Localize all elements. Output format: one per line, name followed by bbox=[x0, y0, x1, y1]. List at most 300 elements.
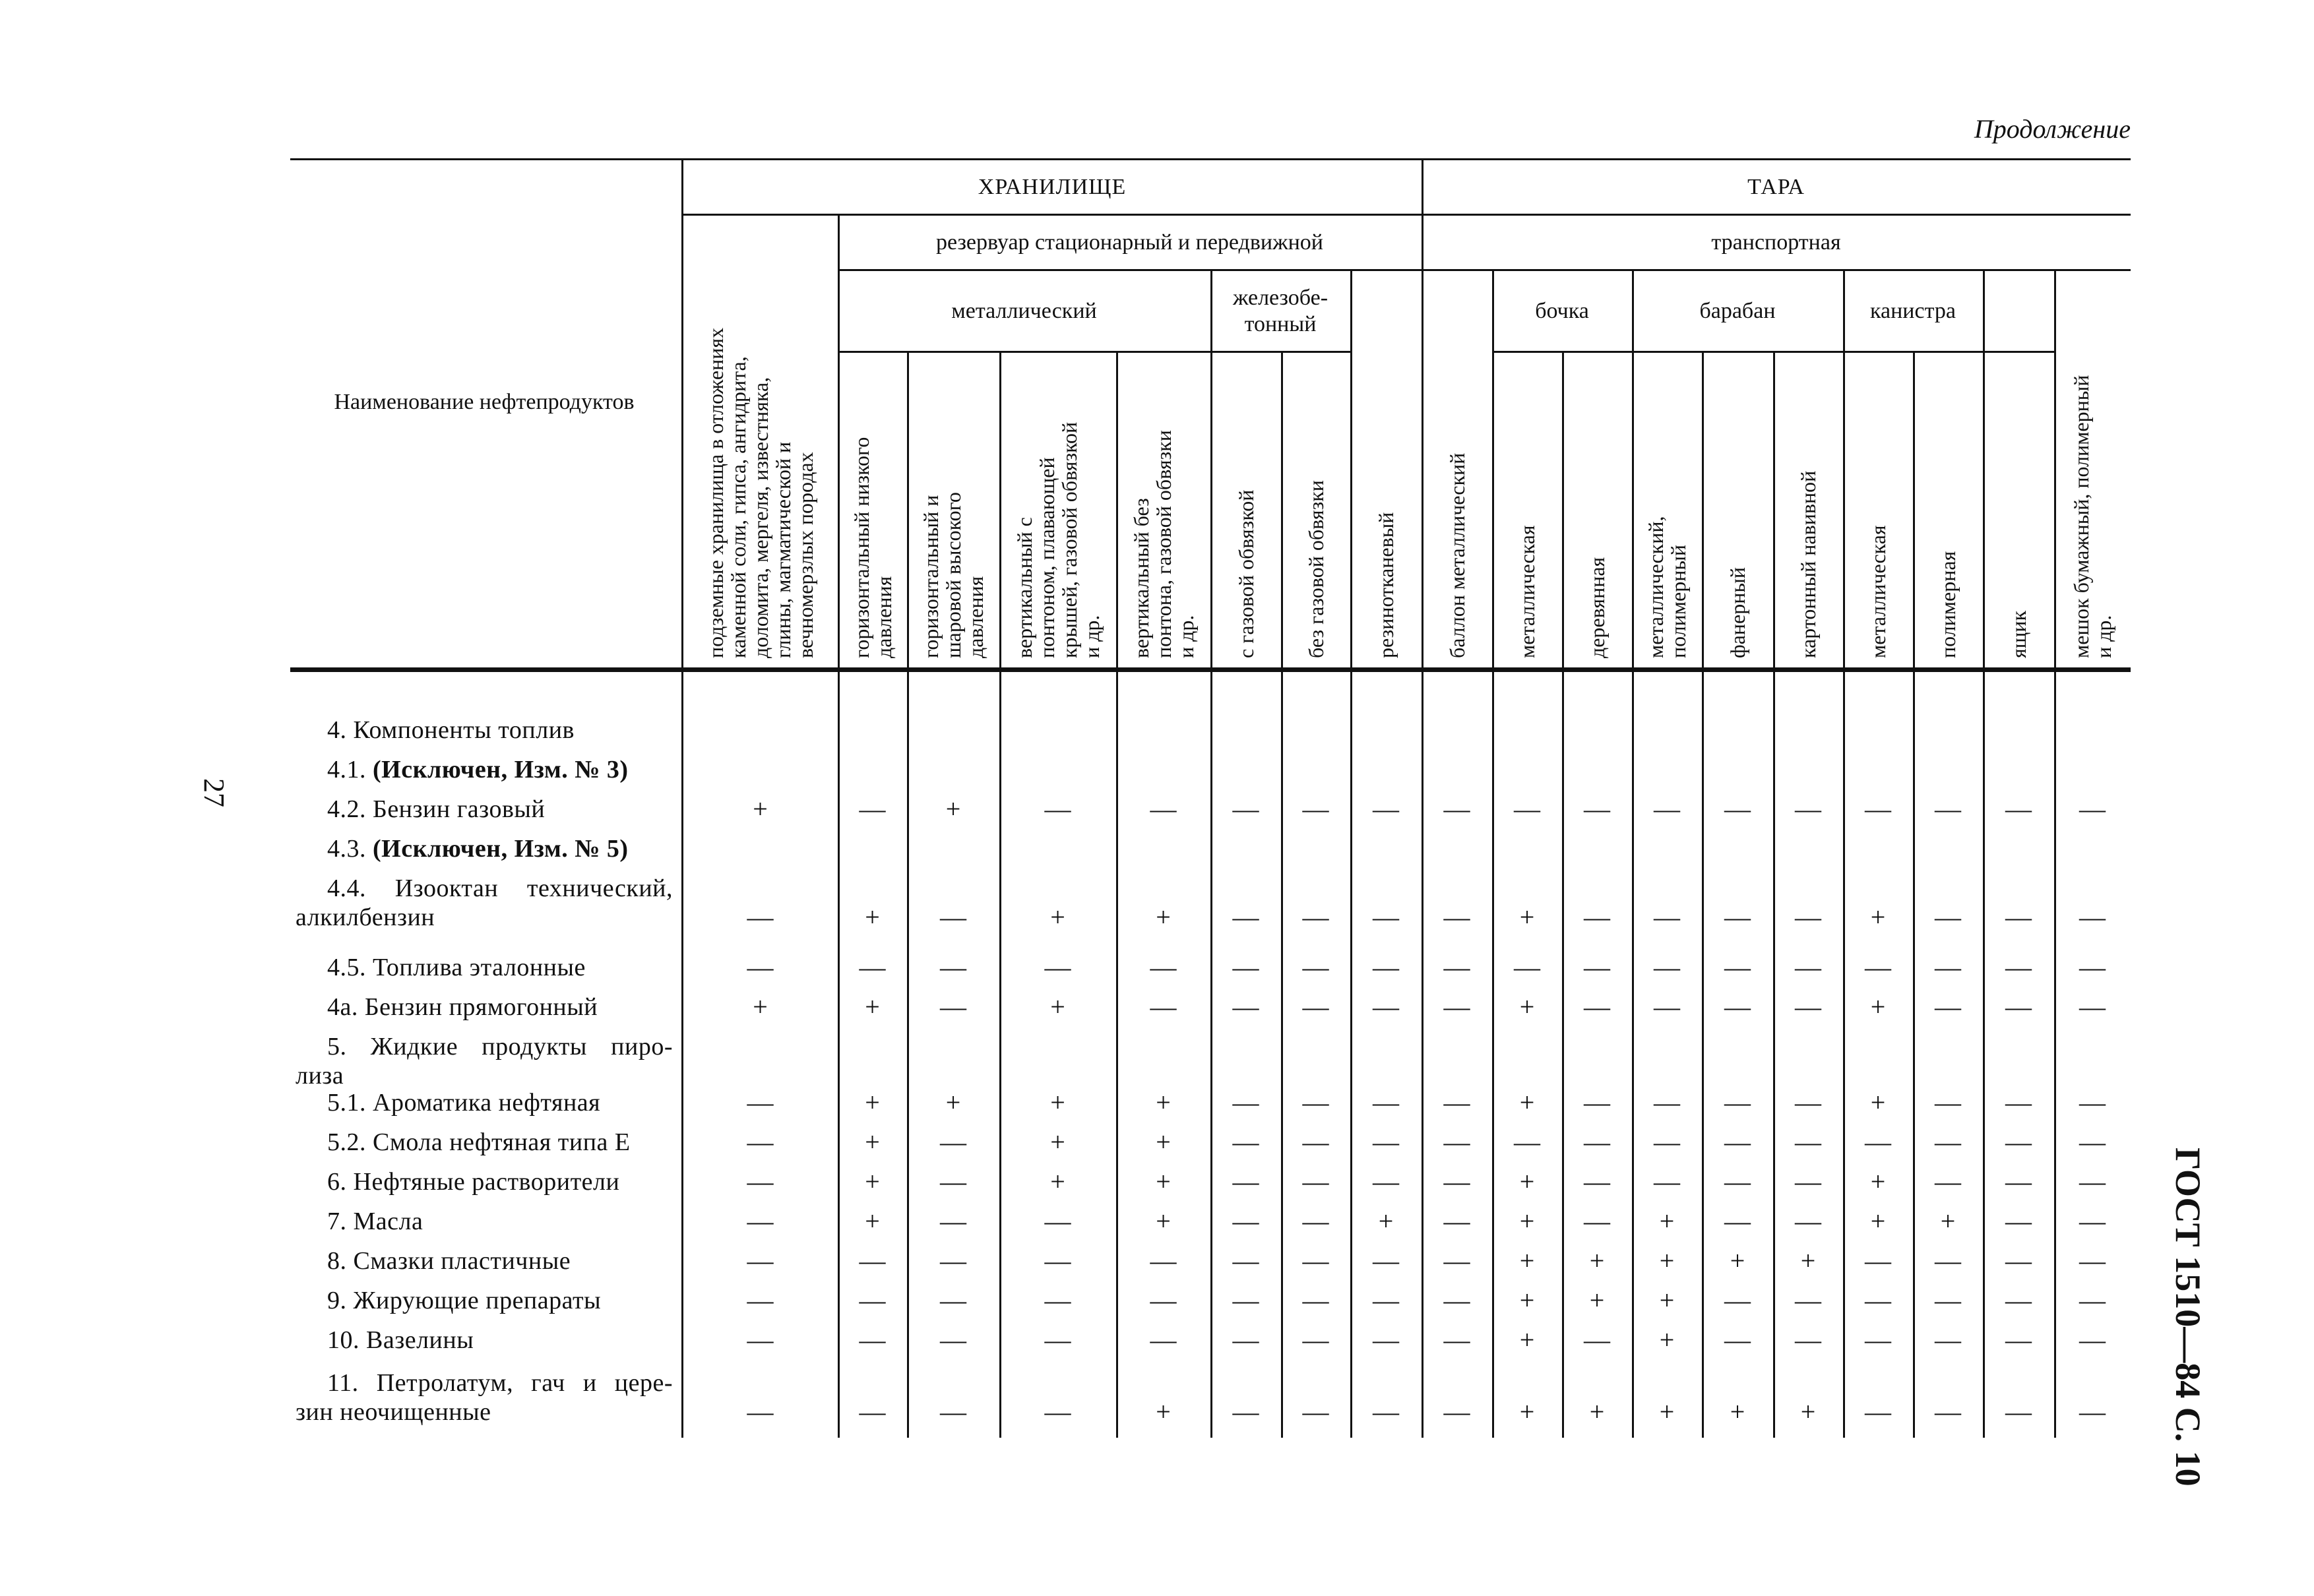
table-cell: — bbox=[1302, 1206, 1329, 1236]
row-label-line: 5.1. Ароматика нефтяная bbox=[327, 1089, 601, 1117]
table-cell: — bbox=[1795, 1167, 1821, 1196]
table-cell: — bbox=[2005, 992, 2032, 1022]
header-rule-metallic bbox=[838, 351, 1350, 353]
column-header-9: баллон металлический bbox=[1445, 452, 1469, 658]
table-cell: — bbox=[1443, 1325, 1470, 1355]
table-cell: + bbox=[865, 992, 880, 1022]
table-cell: — bbox=[1724, 992, 1751, 1022]
table-cell: — bbox=[1584, 794, 1610, 824]
table-cell: — bbox=[1302, 1167, 1329, 1196]
table-cell: — bbox=[1443, 1246, 1470, 1275]
table-cell: — bbox=[1232, 1246, 1259, 1275]
row-label bbox=[296, 874, 673, 932]
table-cell: — bbox=[1443, 1127, 1470, 1157]
table-cell: + bbox=[1589, 1246, 1605, 1275]
column-header-3: горизонтальный и шаровой высокого давления bbox=[919, 492, 987, 658]
col-separator bbox=[1702, 351, 1704, 1438]
table-cell: — bbox=[2079, 1127, 2106, 1157]
table-cell: + bbox=[753, 992, 768, 1022]
header-reservoir: резервуар стационарный и передвижной bbox=[936, 230, 1323, 255]
table-cell: — bbox=[1373, 1167, 1399, 1196]
col-separator bbox=[1492, 269, 1494, 1438]
table-cell: — bbox=[1232, 1127, 1259, 1157]
table-cell: — bbox=[1232, 1285, 1259, 1315]
table-cell: — bbox=[1044, 1206, 1071, 1236]
table-cell: — bbox=[2079, 1285, 2106, 1315]
column-header-5: вертикальный без понтона, газовой обвязки и др. bbox=[1129, 430, 1198, 658]
table-cell: — bbox=[1795, 992, 1821, 1022]
column-header-11: деревянная bbox=[1585, 557, 1609, 658]
table-cell: — bbox=[1584, 1088, 1610, 1117]
table-cell: — bbox=[940, 1325, 966, 1355]
column-header-18: мешок бумажный, полимерный и др. bbox=[2069, 375, 2115, 658]
table-cell: — bbox=[1150, 794, 1177, 824]
table-cell: — bbox=[1443, 1167, 1470, 1196]
col-separator bbox=[1983, 269, 1985, 1438]
table-cell: — bbox=[1514, 1127, 1540, 1157]
table-cell: — bbox=[1373, 952, 1399, 982]
header-drum: барабан bbox=[1699, 299, 1776, 323]
table-cell: — bbox=[1302, 1285, 1329, 1315]
table-cell: — bbox=[1232, 1167, 1259, 1196]
table-cell: — bbox=[2079, 1088, 2106, 1117]
table-cell: — bbox=[2005, 1325, 2032, 1355]
column-header-13: фанерный bbox=[1726, 567, 1749, 658]
table-cell: — bbox=[1373, 1088, 1399, 1117]
table-cell: + bbox=[1589, 1397, 1605, 1427]
table-cell: + bbox=[1659, 1206, 1675, 1236]
table-cell: — bbox=[1935, 1325, 1961, 1355]
table-cell: — bbox=[1373, 992, 1399, 1022]
table-cell: + bbox=[1156, 1088, 1171, 1117]
col-separator bbox=[1843, 269, 1845, 1438]
table-cell: — bbox=[1443, 1397, 1470, 1427]
table-cell: — bbox=[1232, 1325, 1259, 1355]
col-separator bbox=[1210, 269, 1212, 1438]
row-label bbox=[296, 795, 673, 824]
table-cell: — bbox=[747, 1285, 774, 1315]
table-cell: — bbox=[859, 1246, 886, 1275]
row-label-line: лиза bbox=[296, 1062, 344, 1090]
table-cell: — bbox=[1935, 1088, 1961, 1117]
table-cell: — bbox=[1654, 952, 1680, 982]
table-cell: — bbox=[1373, 794, 1399, 824]
table-cell: — bbox=[2005, 952, 2032, 982]
table-cell: + bbox=[1050, 1167, 1065, 1196]
table-cell: — bbox=[1865, 1285, 1891, 1315]
column-header-1: подземные хранилища в отложениях каменной соли, гипса, ангидрита, доломита, мергеля, известняка, глины, магматической и вечномерзлых породах bbox=[703, 327, 817, 658]
table-cell: — bbox=[1795, 1127, 1821, 1157]
table-cell: — bbox=[1935, 794, 1961, 824]
table-cell: — bbox=[940, 992, 966, 1022]
table-cell: — bbox=[1232, 952, 1259, 982]
table-cell: — bbox=[2005, 1397, 2032, 1427]
table-cell: — bbox=[747, 902, 774, 932]
table-cell: — bbox=[2079, 1206, 2106, 1236]
row-label bbox=[296, 755, 673, 784]
table-cell: + bbox=[1050, 1127, 1065, 1157]
table-cell: — bbox=[1302, 902, 1329, 932]
table-cell: — bbox=[940, 1167, 966, 1196]
table-cell: — bbox=[1302, 1088, 1329, 1117]
table-cell: — bbox=[1584, 1127, 1610, 1157]
table-cell: + bbox=[1659, 1325, 1675, 1355]
table-cell: — bbox=[859, 794, 886, 824]
table-cell: — bbox=[2079, 1246, 2106, 1275]
table-cell: — bbox=[1935, 1246, 1961, 1275]
table-cell: — bbox=[1302, 1325, 1329, 1355]
table-cell: — bbox=[1795, 902, 1821, 932]
table-cell: + bbox=[1870, 902, 1886, 932]
row-label-line: 4.5. Топлива эталонные bbox=[327, 954, 586, 981]
table-cell: — bbox=[1443, 794, 1470, 824]
table-cell: — bbox=[747, 1246, 774, 1275]
table-cell: — bbox=[2005, 1246, 2032, 1275]
table-cell: — bbox=[1443, 952, 1470, 982]
table-cell: + bbox=[1870, 1088, 1886, 1117]
row-label-line: алкилбензин bbox=[296, 904, 435, 931]
table-cell: — bbox=[1302, 992, 1329, 1022]
table-cell: — bbox=[1724, 952, 1751, 982]
table-cell: — bbox=[2005, 794, 2032, 824]
table-cell: + bbox=[1659, 1397, 1675, 1427]
table-cell: + bbox=[865, 1088, 880, 1117]
table-cell: — bbox=[1935, 1397, 1961, 1427]
table-cell: — bbox=[1150, 1285, 1177, 1315]
table-cell: + bbox=[1519, 1167, 1535, 1196]
table-cell: — bbox=[1373, 1285, 1399, 1315]
table-cell: — bbox=[1654, 1088, 1680, 1117]
table-cell: + bbox=[1519, 1088, 1535, 1117]
table-cell: + bbox=[1156, 1127, 1171, 1157]
table-cell: — bbox=[1443, 1285, 1470, 1315]
col-separator bbox=[1422, 158, 1423, 1438]
table-cell: — bbox=[940, 1397, 966, 1427]
row-label-line: 4.2. Бензин газовый bbox=[327, 795, 546, 823]
table-cell: — bbox=[747, 1088, 774, 1117]
table-cell: — bbox=[1584, 1167, 1610, 1196]
row-label bbox=[296, 1128, 673, 1157]
table-cell: — bbox=[747, 1167, 774, 1196]
table-cell: — bbox=[2005, 1206, 2032, 1236]
table-cell: + bbox=[1800, 1397, 1816, 1427]
table-cell: — bbox=[747, 1206, 774, 1236]
table-cell: — bbox=[1302, 1397, 1329, 1427]
row-label bbox=[296, 1207, 673, 1236]
table-cell: — bbox=[1654, 794, 1680, 824]
row-label-line: 5. Жидкие продукты пиро- bbox=[327, 1033, 673, 1060]
column-header-17: ящик bbox=[2007, 610, 2030, 658]
table-cell: — bbox=[1795, 1088, 1821, 1117]
table-cell: — bbox=[2005, 1285, 2032, 1315]
table-cell: + bbox=[1050, 1088, 1065, 1117]
column-header-4: вертикальный с понтоном, плавающей крышей, газовой обвязкой и др. bbox=[1012, 421, 1104, 658]
table-cell: + bbox=[1659, 1246, 1675, 1275]
table-cell: — bbox=[1584, 1325, 1610, 1355]
row-label-line: 6. Нефтяные растворители bbox=[327, 1168, 620, 1196]
table-cell: — bbox=[1865, 952, 1891, 982]
table-cell: — bbox=[2079, 952, 2106, 982]
table-cell: — bbox=[747, 1127, 774, 1157]
table-cell: — bbox=[940, 952, 966, 982]
table-cell: — bbox=[1584, 952, 1610, 982]
table-cell: — bbox=[1865, 1325, 1891, 1355]
table-cell: — bbox=[2079, 902, 2106, 932]
table-cell: + bbox=[1870, 1206, 1886, 1236]
col-separator bbox=[907, 351, 909, 1438]
row-label-line: 11. Петролатум, гач и цере- bbox=[327, 1369, 673, 1397]
table-cell: — bbox=[1373, 1246, 1399, 1275]
table-top-rule bbox=[290, 158, 2131, 160]
table-cell: + bbox=[1589, 1285, 1605, 1315]
col-separator bbox=[838, 214, 840, 1438]
table-cell: + bbox=[753, 794, 768, 824]
table-cell: — bbox=[1724, 902, 1751, 932]
standard-designation: ГОСТ 1510—84 С. 10 bbox=[2168, 1148, 2208, 1487]
table-cell: — bbox=[1373, 1325, 1399, 1355]
table-cell: — bbox=[1044, 1246, 1071, 1275]
table-cell: — bbox=[1584, 1206, 1610, 1236]
table-cell: — bbox=[2005, 1127, 2032, 1157]
row-label bbox=[296, 716, 673, 745]
table-cell: — bbox=[1654, 1127, 1680, 1157]
row-label bbox=[296, 1326, 673, 1355]
row-number: 4.3. bbox=[327, 835, 373, 863]
table-cell: — bbox=[2079, 1167, 2106, 1196]
table-cell: + bbox=[1800, 1246, 1816, 1275]
table-cell: + bbox=[1156, 902, 1171, 932]
table-cell: — bbox=[1724, 1285, 1751, 1315]
table-cell: + bbox=[1519, 1397, 1535, 1427]
table-cell: + bbox=[1519, 1246, 1535, 1275]
table-cell: — bbox=[940, 1127, 966, 1157]
header-storage: ХРАНИЛИЩЕ bbox=[978, 175, 1127, 199]
column-header-6: с газовой обвязкой bbox=[1234, 489, 1258, 658]
table-cell: — bbox=[2079, 992, 2106, 1022]
header-barrel: бочка bbox=[1535, 299, 1589, 323]
row-label bbox=[296, 1167, 673, 1196]
col-separator bbox=[681, 158, 683, 1438]
col-separator bbox=[1350, 269, 1352, 1438]
table-cell: — bbox=[1865, 1127, 1891, 1157]
table-cell: — bbox=[2079, 794, 2106, 824]
table-cell: — bbox=[859, 1285, 886, 1315]
table-cell: + bbox=[1156, 1167, 1171, 1196]
column-header-12: металлический, полимерный bbox=[1644, 516, 1690, 658]
table-cell: — bbox=[1654, 992, 1680, 1022]
row-label bbox=[296, 953, 673, 982]
table-cell: — bbox=[1302, 794, 1329, 824]
row-label bbox=[296, 1246, 673, 1275]
table-cell: — bbox=[859, 1325, 886, 1355]
header-name-column: Наименование нефтепродуктов bbox=[334, 390, 635, 414]
header-metallic: металлический bbox=[951, 299, 1097, 323]
table-cell: + bbox=[1870, 1167, 1886, 1196]
row-label-line: 5.2. Смола нефтяная типа Е bbox=[327, 1128, 631, 1156]
table-cell: — bbox=[1150, 992, 1177, 1022]
col-separator bbox=[1773, 351, 1775, 1438]
table-cell: + bbox=[1730, 1246, 1745, 1275]
row-number: 4.1. bbox=[327, 756, 373, 783]
table-cell: — bbox=[1044, 1325, 1071, 1355]
table-cell: — bbox=[1795, 1325, 1821, 1355]
row-excluded-note: (Исключен, Изм. № 5) bbox=[373, 835, 629, 863]
header-tara: ТАРА bbox=[1747, 175, 1805, 199]
table-cell: — bbox=[1150, 952, 1177, 982]
column-header-14: картонный навивной bbox=[1796, 470, 1820, 658]
table-cell: — bbox=[1795, 794, 1821, 824]
table-cell: + bbox=[1156, 1397, 1171, 1427]
table-cell: — bbox=[1724, 794, 1751, 824]
header-transport: транспортная bbox=[1711, 230, 1841, 255]
table-cell: — bbox=[1724, 1325, 1751, 1355]
table-cell: + bbox=[1378, 1206, 1394, 1236]
col-separator bbox=[999, 351, 1001, 1438]
column-header-8: резинотканевый bbox=[1374, 512, 1398, 658]
table-cell: — bbox=[1935, 1285, 1961, 1315]
header-concrete: железобе- тонный bbox=[1232, 286, 1329, 336]
header-canister: канистра bbox=[1870, 299, 1956, 323]
row-label bbox=[296, 1088, 673, 1117]
table-cell: — bbox=[1514, 794, 1540, 824]
row-label-line: 9. Жирующие препараты bbox=[327, 1287, 602, 1314]
table-cell: — bbox=[1865, 794, 1891, 824]
table-cell: + bbox=[1659, 1285, 1675, 1315]
table-cell: — bbox=[940, 1285, 966, 1315]
table-cell: — bbox=[1724, 1167, 1751, 1196]
table-cell: — bbox=[1865, 1397, 1891, 1427]
continuation-label: Продолжение bbox=[1974, 114, 2131, 144]
table-cell: + bbox=[1940, 1206, 1956, 1236]
row-label-line: 4. Компоненты топлив bbox=[327, 716, 575, 744]
table-cell: — bbox=[2079, 1397, 2106, 1427]
table-cell: — bbox=[2005, 1088, 2032, 1117]
table-cell: — bbox=[1302, 1127, 1329, 1157]
row-label-line: зин неочищенные bbox=[296, 1398, 491, 1426]
table-cell: — bbox=[747, 952, 774, 982]
row-label bbox=[296, 1032, 673, 1090]
table-cell: — bbox=[1584, 992, 1610, 1022]
table-cell: — bbox=[940, 1246, 966, 1275]
row-label-line: 7. Масла bbox=[327, 1208, 423, 1235]
table-cell: — bbox=[1373, 902, 1399, 932]
table-cell: + bbox=[1519, 1285, 1535, 1315]
table-cell: + bbox=[945, 794, 961, 824]
row-label-line: 10. Вазелины bbox=[327, 1326, 474, 1354]
table-cell: — bbox=[1724, 1088, 1751, 1117]
header-rule-3 bbox=[838, 269, 2131, 271]
header-rule-2 bbox=[683, 214, 2131, 216]
col-separator bbox=[1562, 351, 1564, 1438]
table-cell: + bbox=[1519, 902, 1535, 932]
table-cell: — bbox=[1150, 1246, 1177, 1275]
col-separator bbox=[2054, 269, 2056, 1438]
table-cell: — bbox=[1654, 1167, 1680, 1196]
table-cell: + bbox=[1519, 1206, 1535, 1236]
table-cell: — bbox=[1514, 952, 1540, 982]
table-cell: + bbox=[1870, 992, 1886, 1022]
table-cell: — bbox=[1935, 902, 1961, 932]
row-label-line: 4а. Бензин прямогонный bbox=[327, 993, 598, 1021]
table-cell: — bbox=[1373, 1127, 1399, 1157]
row-excluded-note: (Исключен, Изм. № 3) bbox=[373, 756, 629, 783]
table-cell: — bbox=[1232, 1397, 1259, 1427]
table-cell: — bbox=[1044, 952, 1071, 982]
table-cell: — bbox=[940, 1206, 966, 1236]
column-header-2: горизонтальный низкого давления bbox=[849, 437, 896, 658]
row-label-line bbox=[296, 755, 673, 784]
col-separator bbox=[1632, 269, 1634, 1438]
table-cell: — bbox=[1443, 1088, 1470, 1117]
column-header-15: металлическая bbox=[1866, 525, 1890, 658]
table-cell: + bbox=[865, 1127, 880, 1157]
table-cell: — bbox=[1654, 902, 1680, 932]
table-cell: — bbox=[1302, 1246, 1329, 1275]
table-cell: — bbox=[1232, 902, 1259, 932]
row-label bbox=[296, 834, 673, 863]
table-cell: — bbox=[1443, 902, 1470, 932]
table-cell: — bbox=[1232, 1088, 1259, 1117]
table-cell: + bbox=[1519, 992, 1535, 1022]
column-header-16: полимерная bbox=[1936, 551, 1960, 658]
table-cell: — bbox=[1724, 1206, 1751, 1236]
page-number: 27 bbox=[198, 778, 230, 807]
table-cell: — bbox=[1373, 1397, 1399, 1427]
table-cell: + bbox=[1730, 1397, 1745, 1427]
table-cell: — bbox=[1935, 992, 1961, 1022]
table-cell: + bbox=[865, 1206, 880, 1236]
table-cell: — bbox=[1935, 952, 1961, 982]
table-cell: — bbox=[1443, 1206, 1470, 1236]
row-label bbox=[296, 1286, 673, 1315]
table-cell: — bbox=[1302, 952, 1329, 982]
column-header-10: металлическая bbox=[1515, 525, 1539, 658]
col-separator bbox=[1281, 351, 1283, 1438]
table-cell: + bbox=[1519, 1325, 1535, 1355]
table-cell: — bbox=[859, 952, 886, 982]
table-cell: — bbox=[1795, 1206, 1821, 1236]
table-cell: — bbox=[1044, 794, 1071, 824]
column-header-7: без газовой обвязки bbox=[1303, 480, 1328, 658]
table-cell: + bbox=[865, 902, 880, 932]
table-cell: — bbox=[2005, 1167, 2032, 1196]
table-cell: — bbox=[1865, 1246, 1891, 1275]
table-cell: — bbox=[2005, 902, 2032, 932]
table-cell: — bbox=[1584, 902, 1610, 932]
table-cell: — bbox=[1232, 794, 1259, 824]
row-label-line bbox=[296, 834, 673, 863]
table-cell: + bbox=[1156, 1206, 1171, 1236]
table-cell: — bbox=[1795, 952, 1821, 982]
table-cell: — bbox=[1724, 1127, 1751, 1157]
table-cell: — bbox=[859, 1397, 886, 1427]
table-cell: — bbox=[1044, 1285, 1071, 1315]
row-label-line: 8. Смазки пластичные bbox=[327, 1247, 571, 1275]
table-cell: + bbox=[1050, 992, 1065, 1022]
col-separator bbox=[1913, 351, 1915, 1438]
table-cell: — bbox=[1935, 1167, 1961, 1196]
table-cell: — bbox=[1443, 992, 1470, 1022]
table-cell: — bbox=[1795, 1285, 1821, 1315]
table-cell: — bbox=[1232, 1206, 1259, 1236]
row-label-line: 4.4. Изооктан технический, bbox=[327, 875, 673, 902]
row-label bbox=[296, 1368, 673, 1427]
table-cell: — bbox=[1935, 1127, 1961, 1157]
table-cell: — bbox=[1232, 992, 1259, 1022]
row-label bbox=[296, 993, 673, 1022]
table-cell: — bbox=[747, 1325, 774, 1355]
table-cell: + bbox=[865, 1167, 880, 1196]
